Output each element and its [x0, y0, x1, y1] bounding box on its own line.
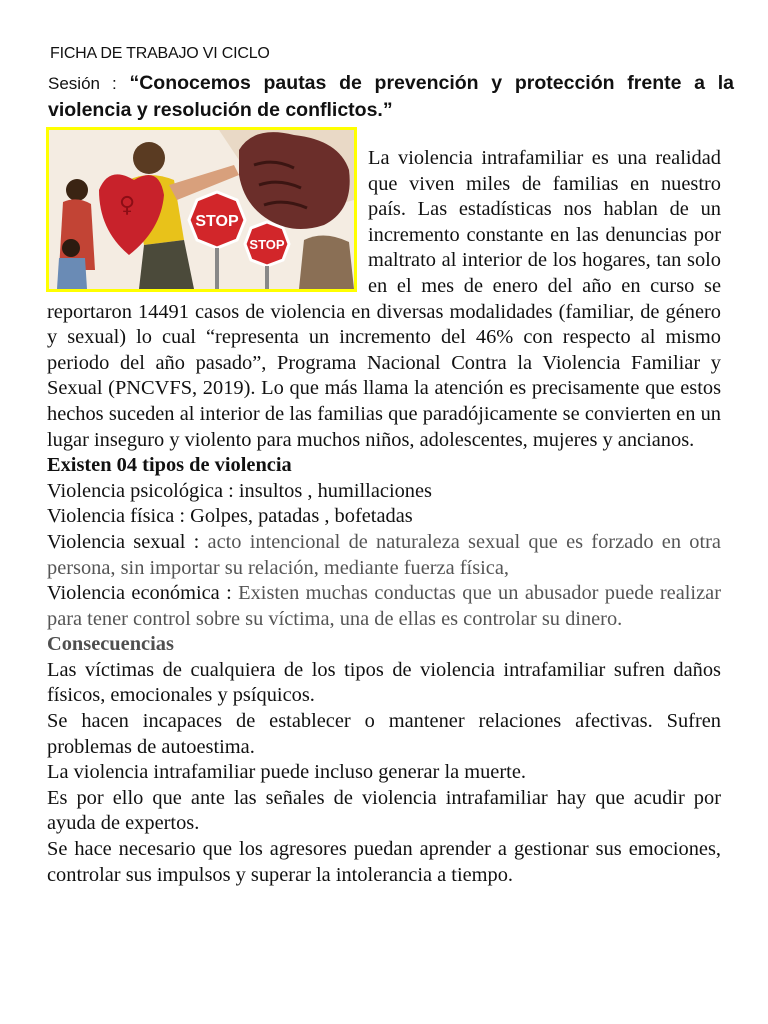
- consequence-item: Se hace necesario que los agresores puedan aprender a gestionar sus emociones, controlar sus impulsos y superar la intolerancia a tiempo.: [47, 838, 721, 886]
- types-heading: Existen 04 tipos de violencia: [47, 454, 292, 477]
- svg-text:♀: ♀: [119, 193, 136, 218]
- main-text: [47, 146, 721, 888]
- type-sexual-description: acto intencional de naturaleza sexual que es forzado en otra persona, sin importar su relación, mediante fuerza física,: [47, 530, 721, 579]
- consequence-item: La violencia intrafamiliar puede incluso generar la muerte.: [47, 761, 526, 784]
- session-line: [48, 70, 734, 123]
- intro-paragraph: La violencia intrafamiliar es una realidad que viven miles de familias en nuestro país. Las estadísticas nos hablan de un incremento constante en las denuncias por maltrato al interior de los hogares, tan solo en el mes de enero del año en curso se reportaron 14491 casos de violencia en diversas modalidades (familiar, de género y sexual) lo cual “representa un incremento del 46% con respecto al mismo periodo del año pasado”, Programa Nacional Contra la Violencia Familiar y Sexual (PNCVFS, 2019). Lo que más llama la atención es precisamente que estos hechos suceden al interior de las familias que paradójicamente se convierten en un lugar inseguro y violento para muchos niños, adolescentes, mujeres y ancianos.: [47, 147, 721, 451]
- session-label: Sesión :: [48, 74, 117, 93]
- type-sexual: [47, 530, 721, 581]
- worksheet-title: FICHA DE TRABAJO VI CICLO: [50, 45, 270, 62]
- type-sexual-label: Violencia sexual :: [47, 530, 200, 553]
- type-economic: [47, 581, 721, 632]
- type-economic-description: Existen muchas conductas que un abusador puede realizar para tener control sobre su víctima, una de ellas es controlar su dinero.: [47, 582, 721, 630]
- svg-text:STOP: STOP: [195, 213, 239, 230]
- svg-text:STOP: STOP: [249, 237, 285, 252]
- consequence-item: Es por ello que ante las señales de violencia intrafamiliar hay que acudir por ayuda de expertos.: [47, 786, 721, 835]
- consequence-item: Se hacen incapaces de establecer o mantener relaciones afectivas. Sufren problemas de autoestima.: [47, 710, 721, 758]
- type-psychological: Violencia psicológica : insultos , humillaciones: [47, 479, 432, 502]
- consequence-item: Las víctimas de cualquiera de los tipos de violencia intrafamiliar sufren daños físicos, emocionales y psíquicos.: [47, 658, 721, 707]
- type-physical: Violencia física : Golpes, patadas , bofetadas: [47, 505, 413, 528]
- type-economic-label: Violencia económica :: [47, 582, 232, 605]
- consequences-heading: Consecuencias: [47, 633, 174, 656]
- session-title: “Conocemos pautas de prevención y protección frente a la violencia y resolución de conflictos.”: [48, 72, 734, 121]
